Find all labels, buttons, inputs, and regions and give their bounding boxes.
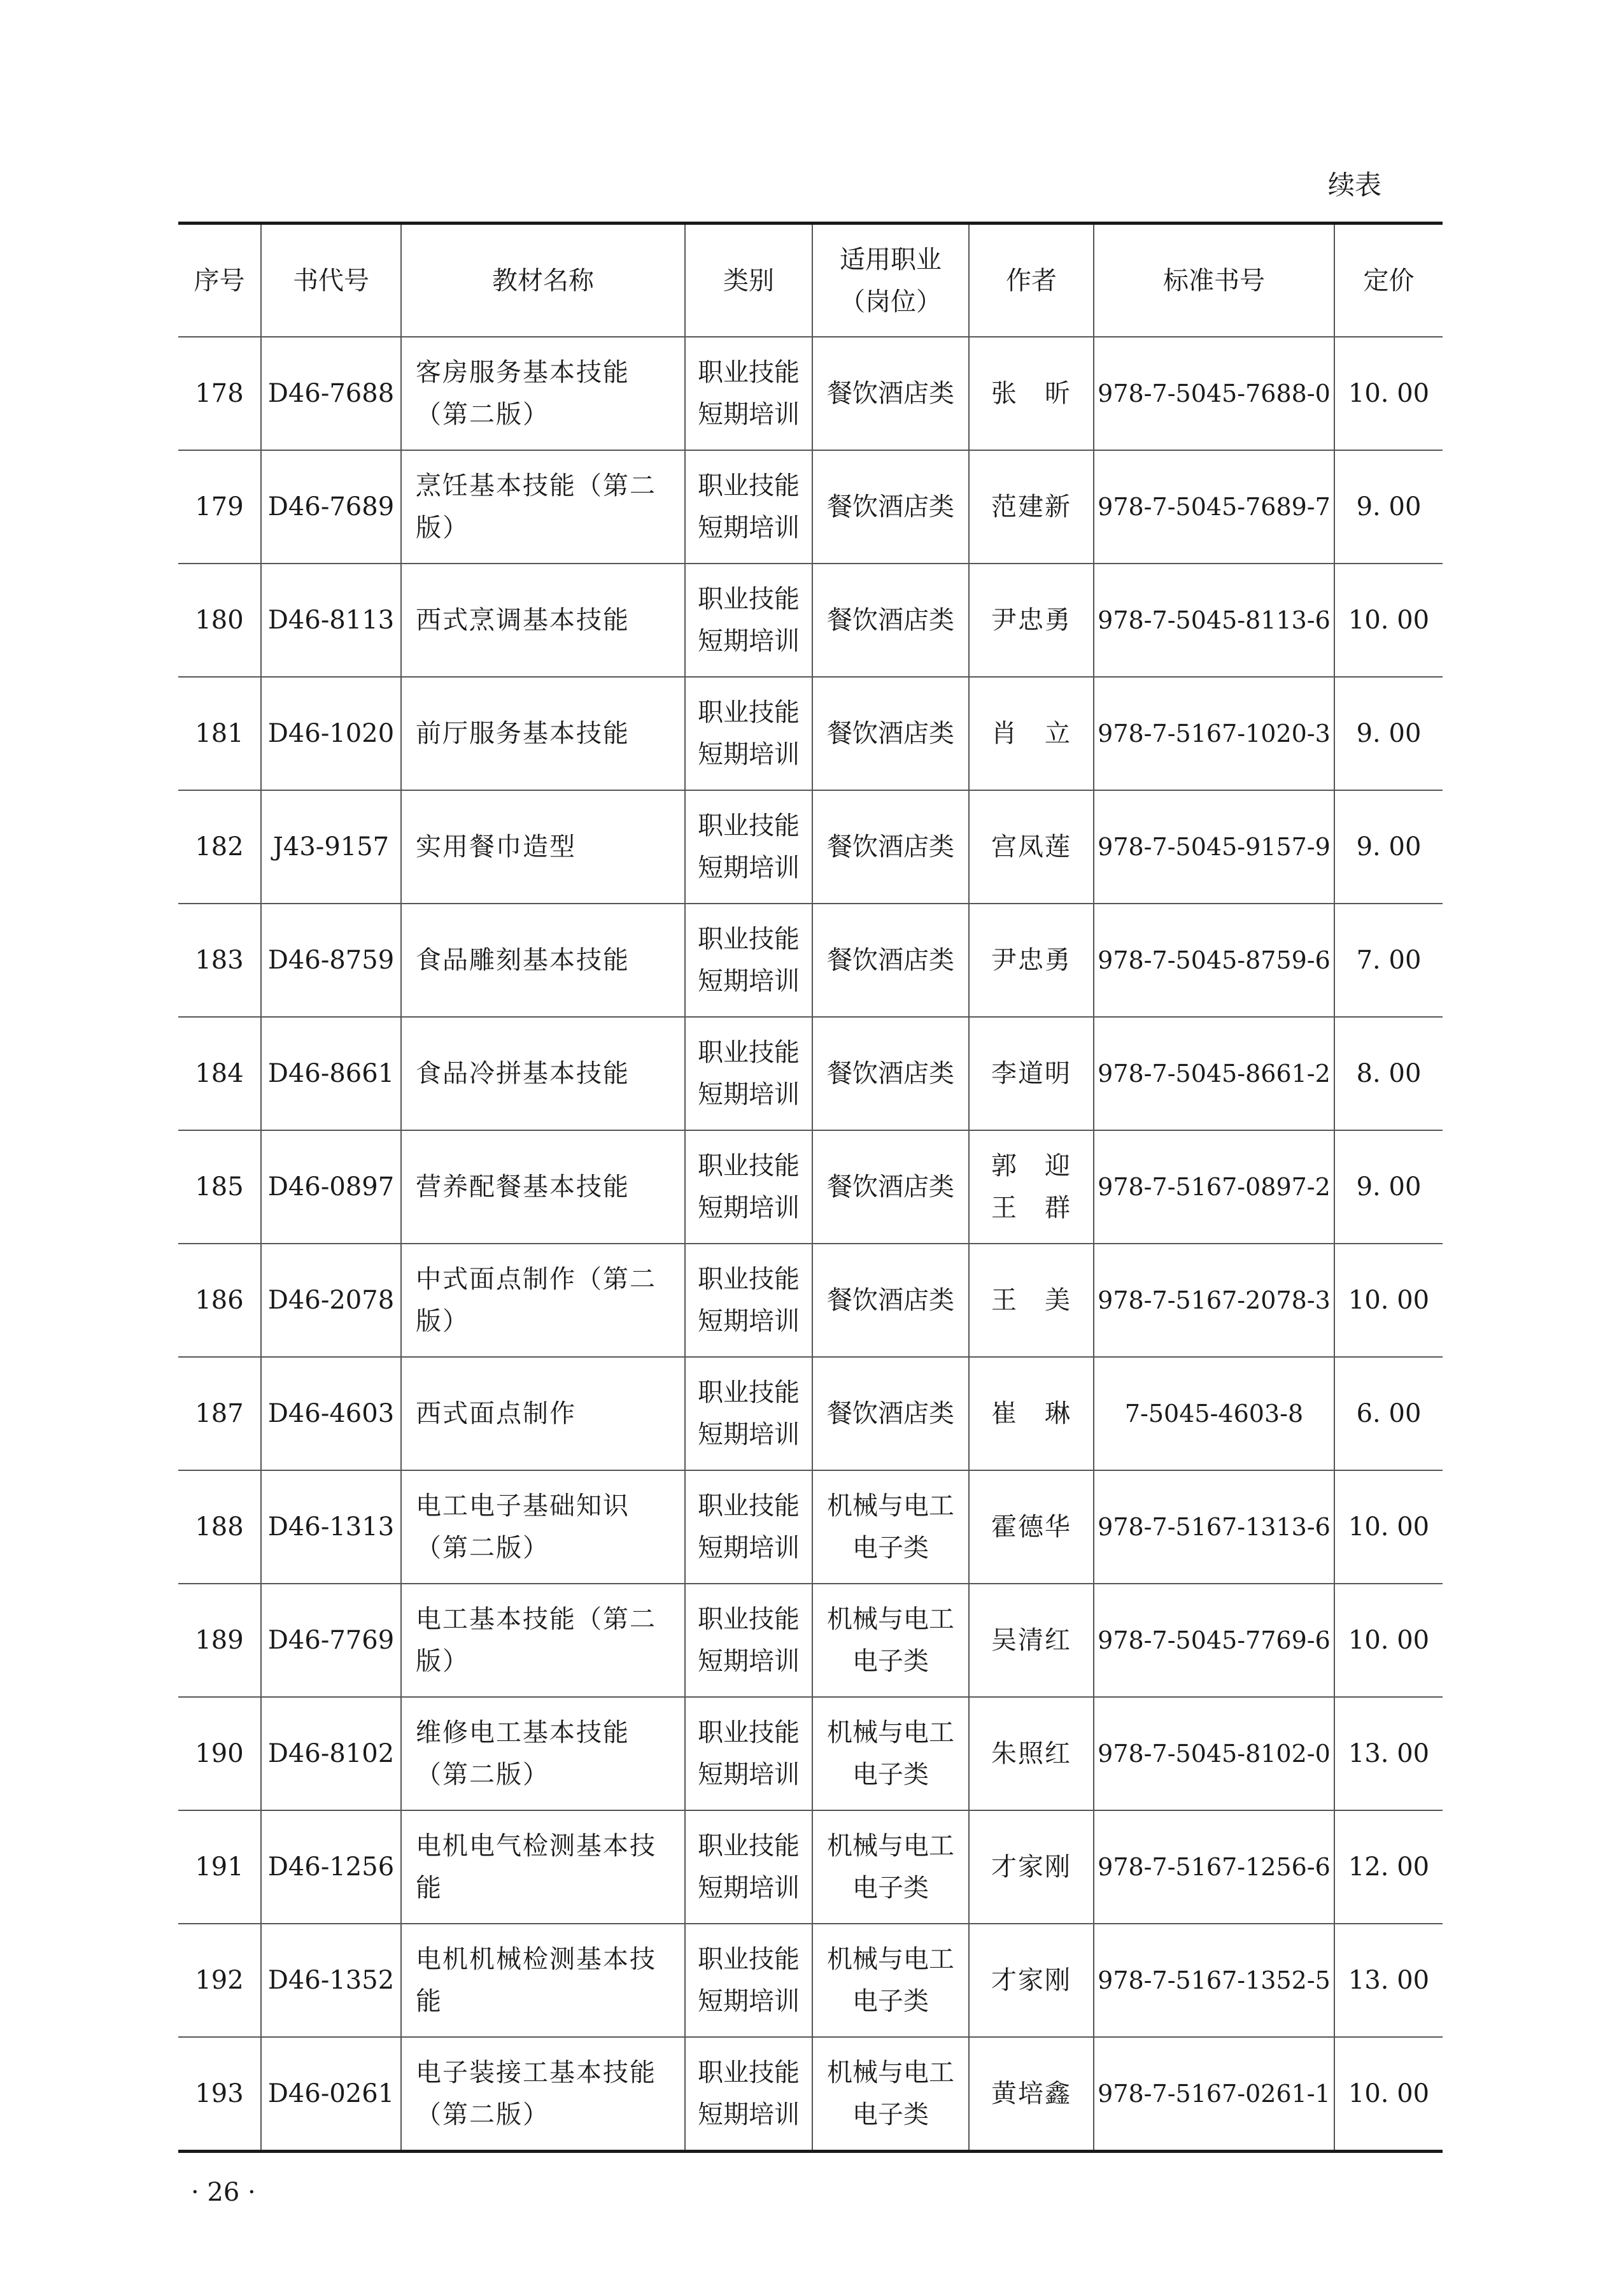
cell-author: 李道明 — [969, 1017, 1094, 1130]
cell-isbn: 978-7-5167-1020-3 — [1094, 677, 1334, 790]
page-number: · 26 · — [191, 2178, 256, 2207]
cell-applicable-job: 机械与电工电子类 — [812, 1470, 969, 1584]
cell-row-number: 189 — [178, 1584, 261, 1697]
cell-applicable-job: 餐饮酒店类 — [812, 450, 969, 564]
cell-price: 9. 00 — [1334, 677, 1443, 790]
cell-row-number: 180 — [178, 564, 261, 677]
cell-applicable-job: 餐饮酒店类 — [812, 677, 969, 790]
cell-author: 崔 琳 — [969, 1357, 1094, 1470]
cell-author: 黄培鑫 — [969, 2037, 1094, 2152]
cell-category: 职业技能短期培训 — [685, 1584, 812, 1697]
cell-isbn: 978-7-5167-1352-5 — [1094, 1924, 1334, 2037]
cell-applicable-job: 机械与电工电子类 — [812, 1584, 969, 1697]
cell-isbn: 978-7-5045-7769-6 — [1094, 1584, 1334, 1697]
cell-price: 10. 00 — [1334, 1244, 1443, 1357]
cell-category: 职业技能短期培训 — [685, 1810, 812, 1924]
cell-category: 职业技能短期培训 — [685, 564, 812, 677]
cell-book-code: J43-9157 — [261, 790, 401, 904]
cell-textbook-name: 客房服务基本技能（第二版） — [401, 337, 685, 450]
table-row — [178, 790, 1443, 904]
cell-book-code: D46-4603 — [261, 1357, 401, 1470]
cell-author: 才家刚 — [969, 1810, 1094, 1924]
cell-price: 9. 00 — [1334, 1130, 1443, 1244]
cell-category: 职业技能短期培训 — [685, 1130, 812, 1244]
cell-textbook-name: 食品雕刻基本技能 — [401, 904, 685, 1017]
cell-author: 范建新 — [969, 450, 1094, 564]
cell-isbn: 978-7-5045-8113-6 — [1094, 564, 1334, 677]
cell-isbn: 7-5045-4603-8 — [1094, 1357, 1334, 1470]
cell-book-code: D46-8759 — [261, 904, 401, 1017]
cell-book-code: D46-2078 — [261, 1244, 401, 1357]
cell-textbook-name: 西式面点制作 — [401, 1357, 685, 1470]
cell-applicable-job: 餐饮酒店类 — [812, 1017, 969, 1130]
cell-applicable-job: 餐饮酒店类 — [812, 564, 969, 677]
cell-category: 职业技能短期培训 — [685, 1697, 812, 1810]
cell-isbn: 978-7-5167-1313-6 — [1094, 1470, 1334, 1584]
table-row — [178, 1017, 1443, 1130]
cell-textbook-name: 西式烹调基本技能 — [401, 564, 685, 677]
header-isbn: 标准书号 — [1094, 224, 1334, 337]
cell-author: 吴清红 — [969, 1584, 1094, 1697]
table-row — [178, 1470, 1443, 1584]
cell-isbn: 978-7-5045-8759-6 — [1094, 904, 1334, 1017]
cell-textbook-name: 食品冷拼基本技能 — [401, 1017, 685, 1130]
cell-book-code: D46-0897 — [261, 1130, 401, 1244]
cell-row-number: 179 — [178, 450, 261, 564]
cell-isbn: 978-7-5167-0261-1 — [1094, 2037, 1334, 2152]
cell-book-code: D46-8102 — [261, 1697, 401, 1810]
cell-row-number: 181 — [178, 677, 261, 790]
cell-category: 职业技能短期培训 — [685, 337, 812, 450]
cell-book-code: D46-7769 — [261, 1584, 401, 1697]
cell-row-number: 193 — [178, 2037, 261, 2152]
cell-book-code: D46-0261 — [261, 2037, 401, 2152]
cell-textbook-name: 电机机械检测基本技能 — [401, 1924, 685, 2037]
cell-row-number: 182 — [178, 790, 261, 904]
cell-applicable-job: 餐饮酒店类 — [812, 337, 969, 450]
table-row — [178, 677, 1443, 790]
table-row — [178, 1697, 1443, 1810]
textbook-table-container — [178, 222, 1443, 2153]
cell-isbn: 978-7-5167-0897-2 — [1094, 1130, 1334, 1244]
cell-row-number: 183 — [178, 904, 261, 1017]
cell-price: 10. 00 — [1334, 337, 1443, 450]
textbook-table — [178, 222, 1443, 2153]
cell-category: 职业技能短期培训 — [685, 904, 812, 1017]
cell-isbn: 978-7-5045-8102-0 — [1094, 1697, 1334, 1810]
cell-price: 9. 00 — [1334, 450, 1443, 564]
cell-applicable-job: 餐饮酒店类 — [812, 1130, 969, 1244]
cell-book-code: D46-1020 — [261, 677, 401, 790]
table-row — [178, 337, 1443, 450]
cell-category: 职业技能短期培训 — [685, 1924, 812, 2037]
cell-isbn: 978-7-5045-8661-2 — [1094, 1017, 1334, 1130]
cell-isbn: 978-7-5045-7689-7 — [1094, 450, 1334, 564]
cell-row-number: 184 — [178, 1017, 261, 1130]
cell-author: 王 美 — [969, 1244, 1094, 1357]
table-row — [178, 1130, 1443, 1244]
cell-applicable-job: 机械与电工电子类 — [812, 1924, 969, 2037]
cell-author: 才家刚 — [969, 1924, 1094, 2037]
cell-price: 13. 00 — [1334, 1924, 1443, 2037]
cell-category: 职业技能短期培训 — [685, 677, 812, 790]
cell-price: 10. 00 — [1334, 2037, 1443, 2152]
header-type: 类别 — [685, 224, 812, 337]
cell-category: 职业技能短期培训 — [685, 1244, 812, 1357]
cell-textbook-name: 前厅服务基本技能 — [401, 677, 685, 790]
cell-book-code: D46-1256 — [261, 1810, 401, 1924]
table-row — [178, 2037, 1443, 2152]
cell-isbn: 978-7-5167-2078-3 — [1094, 1244, 1334, 1357]
cell-price: 12. 00 — [1334, 1810, 1443, 1924]
cell-applicable-job: 餐饮酒店类 — [812, 1357, 969, 1470]
cell-textbook-name: 营养配餐基本技能 — [401, 1130, 685, 1244]
cell-author: 郭 迎 王 群 — [969, 1130, 1094, 1244]
cell-applicable-job: 机械与电工电子类 — [812, 1697, 969, 1810]
cell-author: 霍德华 — [969, 1470, 1094, 1584]
continued-label: 续表 — [1327, 169, 1381, 201]
cell-row-number: 192 — [178, 1924, 261, 2037]
cell-textbook-name: 维修电工基本技能（第二版） — [401, 1697, 685, 1810]
header-name: 教材名称 — [401, 224, 685, 337]
cell-author: 宫凤莲 — [969, 790, 1094, 904]
cell-category: 职业技能短期培训 — [685, 1470, 812, 1584]
header-code: 书代号 — [261, 224, 401, 337]
table-row — [178, 564, 1443, 677]
cell-textbook-name: 电工基本技能（第二版） — [401, 1584, 685, 1697]
table-row — [178, 1810, 1443, 1924]
cell-row-number: 187 — [178, 1357, 261, 1470]
header-job: 适用职业（岗位） — [812, 224, 969, 337]
cell-category: 职业技能短期培训 — [685, 2037, 812, 2152]
table-header-row — [178, 224, 1443, 337]
cell-author: 张 昕 — [969, 337, 1094, 450]
cell-textbook-name: 烹饪基本技能（第二版） — [401, 450, 685, 564]
cell-row-number: 190 — [178, 1697, 261, 1810]
table-row — [178, 450, 1443, 564]
cell-book-code: D46-7689 — [261, 450, 401, 564]
cell-category: 职业技能短期培训 — [685, 450, 812, 564]
cell-applicable-job: 机械与电工电子类 — [812, 1810, 969, 1924]
cell-row-number: 185 — [178, 1130, 261, 1244]
cell-price: 9. 00 — [1334, 790, 1443, 904]
cell-author: 肖 立 — [969, 677, 1094, 790]
table-row — [178, 1584, 1443, 1697]
cell-price: 6. 00 — [1334, 1357, 1443, 1470]
cell-applicable-job: 机械与电工电子类 — [812, 2037, 969, 2152]
cell-textbook-name: 实用餐巾造型 — [401, 790, 685, 904]
cell-category: 职业技能短期培训 — [685, 1357, 812, 1470]
cell-applicable-job: 餐饮酒店类 — [812, 790, 969, 904]
cell-author: 尹忠勇 — [969, 904, 1094, 1017]
cell-book-code: D46-8661 — [261, 1017, 401, 1130]
header-author: 作者 — [969, 224, 1094, 337]
cell-textbook-name: 电工电子基础知识（第二版） — [401, 1470, 685, 1584]
cell-row-number: 191 — [178, 1810, 261, 1924]
cell-row-number: 178 — [178, 337, 261, 450]
cell-textbook-name: 中式面点制作（第二版） — [401, 1244, 685, 1357]
table-row — [178, 904, 1443, 1017]
cell-isbn: 978-7-5045-7688-0 — [1094, 337, 1334, 450]
cell-price: 13. 00 — [1334, 1697, 1443, 1810]
cell-book-code: D46-1313 — [261, 1470, 401, 1584]
cell-row-number: 188 — [178, 1470, 261, 1584]
cell-category: 职业技能短期培训 — [685, 1017, 812, 1130]
cell-price: 7. 00 — [1334, 904, 1443, 1017]
table-row — [178, 1924, 1443, 2037]
cell-author: 朱照红 — [969, 1697, 1094, 1810]
cell-textbook-name: 电机电气检测基本技能 — [401, 1810, 685, 1924]
cell-book-code: D46-1352 — [261, 1924, 401, 2037]
header-price: 定价 — [1334, 224, 1443, 337]
cell-row-number: 186 — [178, 1244, 261, 1357]
cell-applicable-job: 餐饮酒店类 — [812, 1244, 969, 1357]
cell-category: 职业技能短期培训 — [685, 790, 812, 904]
table-row — [178, 1244, 1443, 1357]
cell-textbook-name: 电子装接工基本技能（第二版） — [401, 2037, 685, 2152]
cell-book-code: D46-7688 — [261, 337, 401, 450]
cell-isbn: 978-7-5167-1256-6 — [1094, 1810, 1334, 1924]
cell-author: 尹忠勇 — [969, 564, 1094, 677]
cell-price: 10. 00 — [1334, 1470, 1443, 1584]
cell-price: 10. 00 — [1334, 564, 1443, 677]
header-no: 序号 — [178, 224, 261, 337]
cell-book-code: D46-8113 — [261, 564, 401, 677]
table-row — [178, 1357, 1443, 1470]
table-body — [178, 337, 1443, 2152]
cell-price: 8. 00 — [1334, 1017, 1443, 1130]
cell-applicable-job: 餐饮酒店类 — [812, 904, 969, 1017]
cell-price: 10. 00 — [1334, 1584, 1443, 1697]
cell-isbn: 978-7-5045-9157-9 — [1094, 790, 1334, 904]
